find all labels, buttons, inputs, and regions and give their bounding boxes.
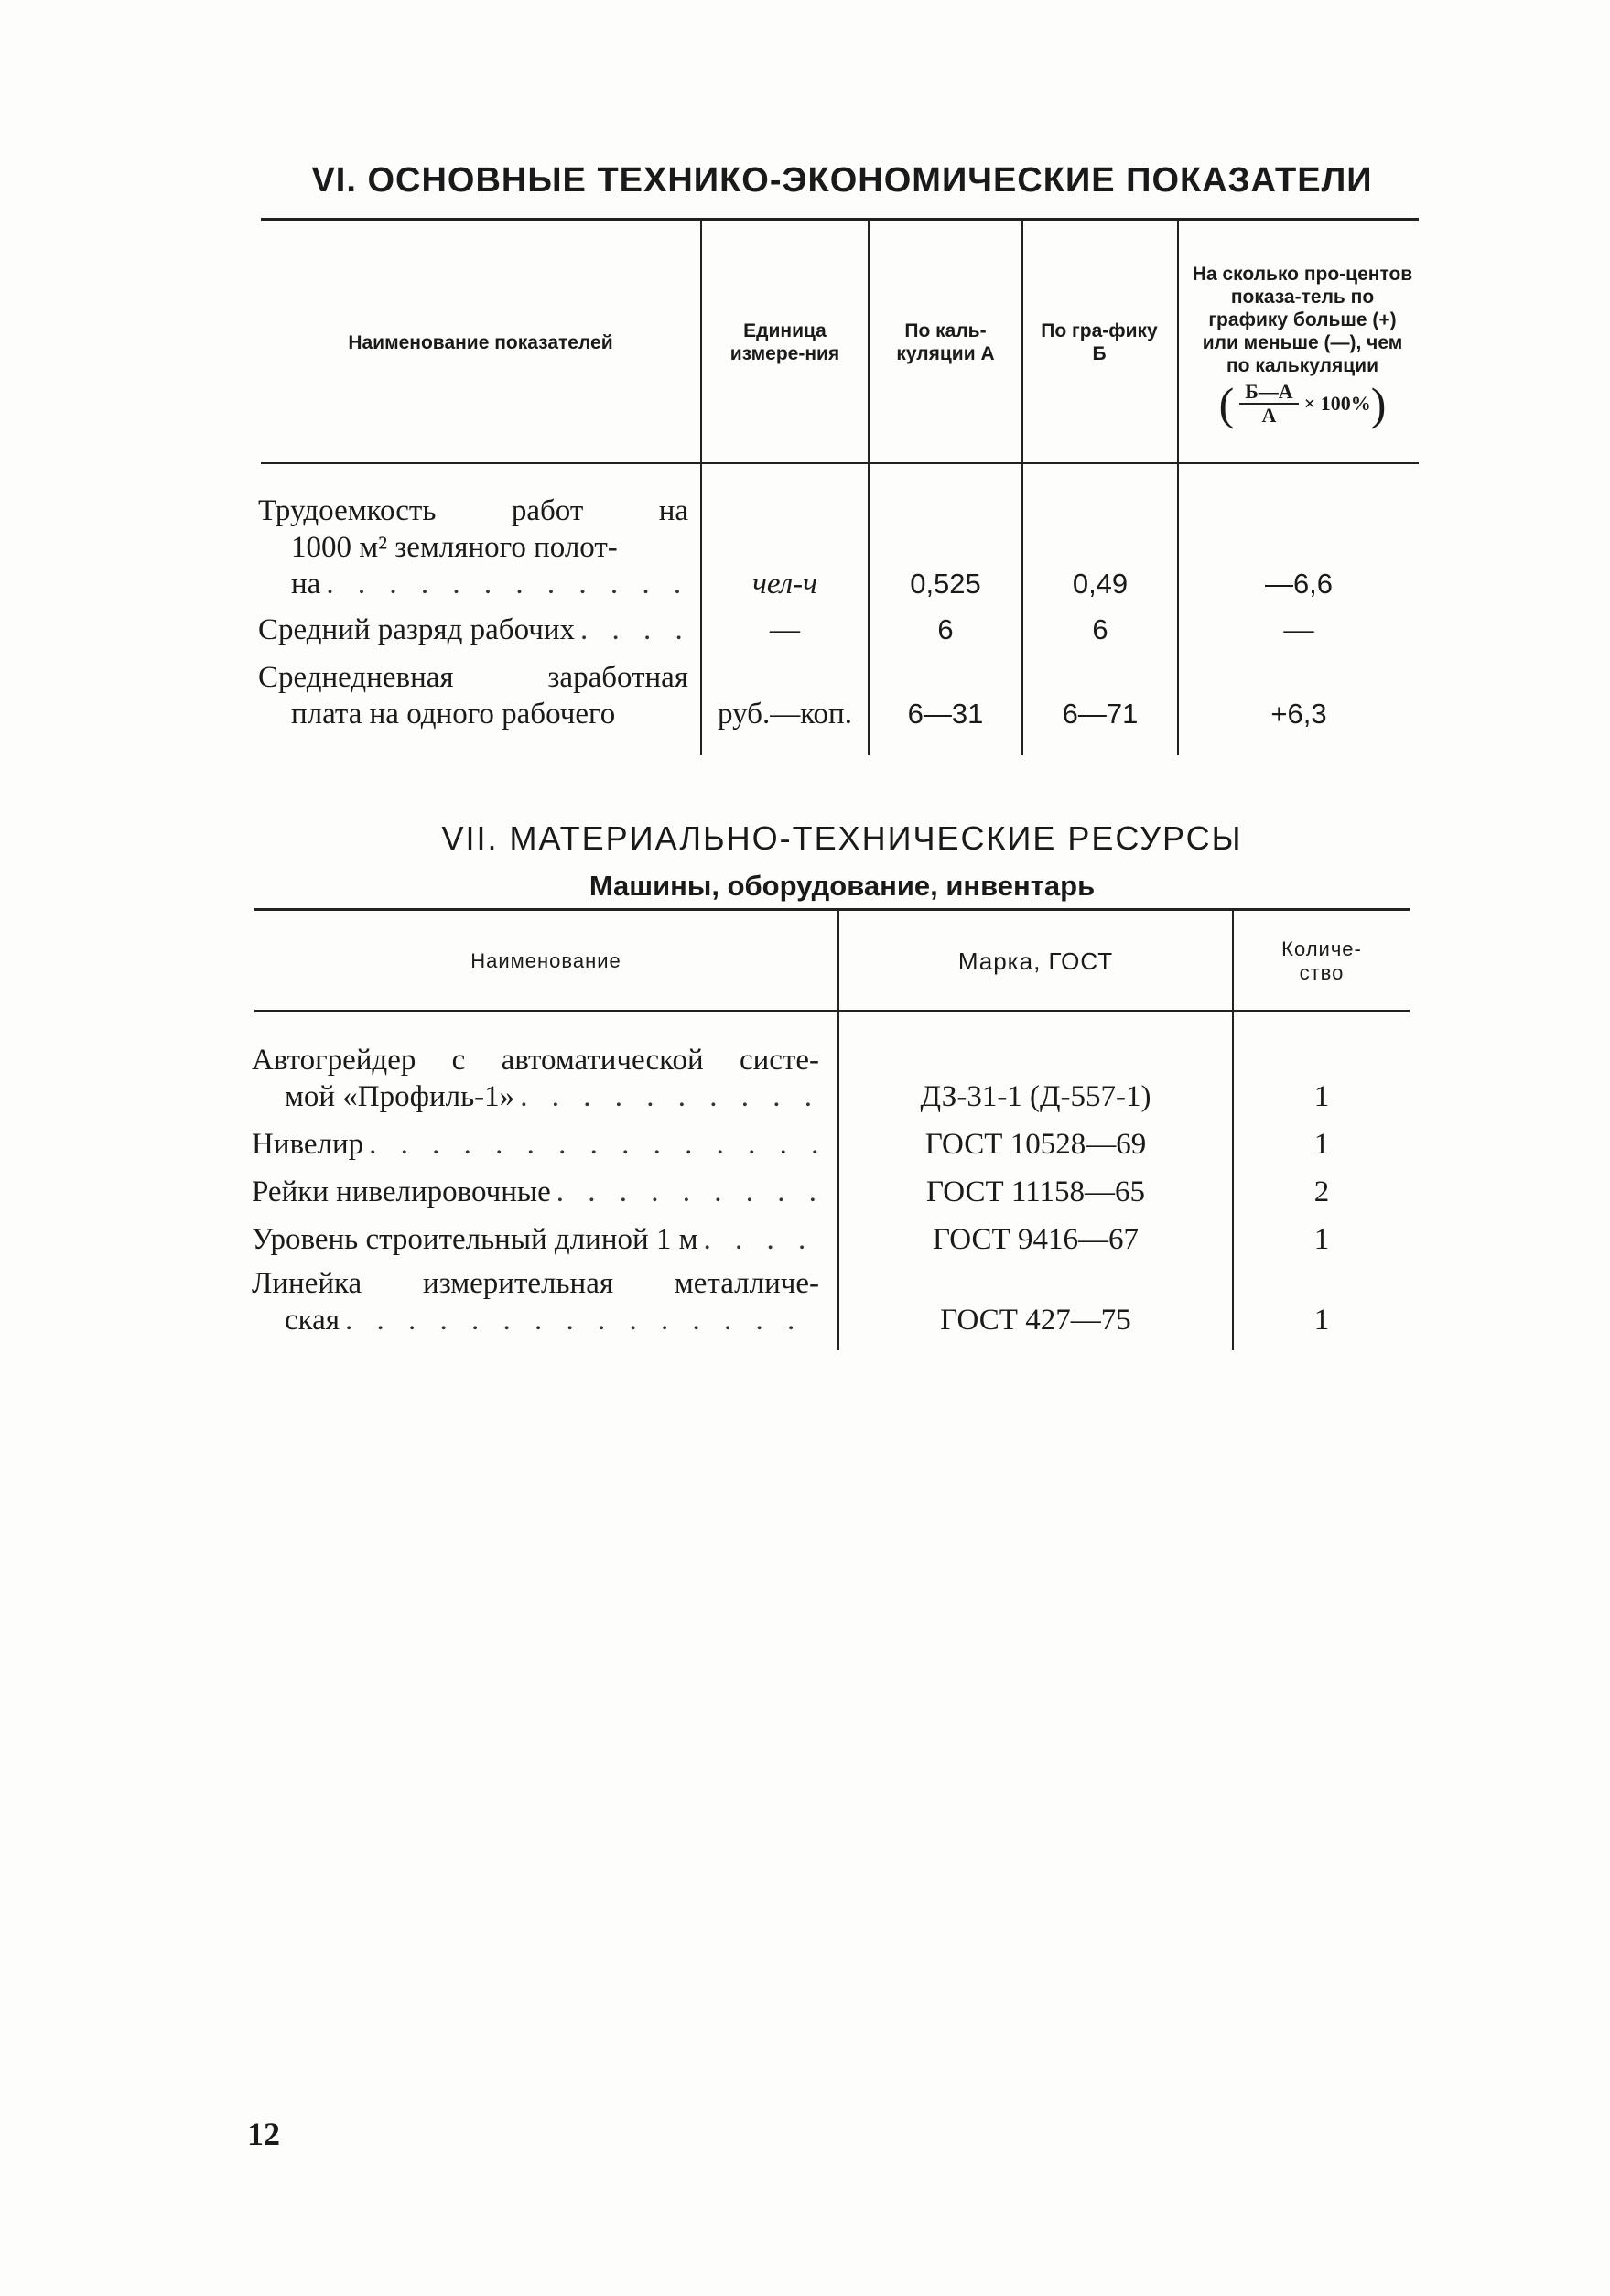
row-name-line: на	[291, 568, 321, 601]
row-name-leader	[252, 1302, 819, 1338]
row-brand: ГОСТ 9416—67	[933, 1223, 1139, 1256]
formula-fraction	[1239, 381, 1298, 427]
row-percent: +6,3	[1270, 698, 1327, 730]
row-percent: —	[1283, 613, 1314, 646]
row-name-line: мой «Профиль-1»	[285, 1080, 515, 1113]
table-row	[258, 493, 688, 602]
table-top-rule	[254, 908, 1410, 911]
section6-title: VI. ОСНОВНЫЕ ТЕХНИКО-ЭКОНОМИЧЕСКИЕ ПОКАЗАТЕЛИ	[311, 161, 1373, 200]
row-name-line: Средний разряд рабочих	[258, 613, 575, 646]
row-brand: ГОСТ 11158—65	[926, 1175, 1145, 1208]
row-name-line: Автогрейдер с автоматической систе-	[252, 1044, 819, 1077]
page-number: 12	[247, 2116, 280, 2152]
table-header-rule	[254, 1010, 1410, 1012]
row-name-line: Уровень строительный длиной 1 м	[252, 1223, 698, 1256]
header-percent-text: На сколько про-центов показа-тель по графику больше (+) или меньше (—), чем по калькуляции	[1192, 263, 1413, 376]
header-percent	[1186, 231, 1419, 458]
row-brand: ГОСТ 10528—69	[924, 1128, 1147, 1161]
table-top-rule	[261, 218, 1419, 221]
table-row	[252, 1265, 819, 1338]
row-brand: ДЗ-31-1 (Д-557-1)	[920, 1080, 1151, 1113]
paren-left-icon: (	[1218, 377, 1235, 429]
row-unit: чел-ч	[752, 568, 817, 601]
row-calc: 0,525	[910, 568, 981, 600]
row-qty: 1	[1313, 1223, 1330, 1256]
header-graph: По гра-фику Б	[1041, 320, 1158, 364]
table-row	[252, 1174, 819, 1210]
formula-numerator: Б—А	[1239, 381, 1298, 405]
row-name-leader	[258, 566, 688, 602]
row-unit: —	[770, 613, 800, 646]
col-divider	[1021, 220, 1023, 755]
table-header-rule	[261, 462, 1419, 464]
table-row	[252, 1126, 819, 1163]
formula-denominator: А	[1261, 403, 1277, 427]
row-name-leader	[252, 1126, 819, 1163]
row-graph: 0,49	[1072, 568, 1129, 600]
section7-subtitle: Машины, оборудование, инвентарь	[589, 870, 1096, 902]
row-name-leader	[252, 1174, 819, 1210]
header-brand: Марка, ГОСТ	[957, 948, 1114, 975]
row-calc: 6—31	[907, 698, 984, 730]
col-divider	[1177, 220, 1179, 755]
row-name-line: ская	[285, 1304, 340, 1337]
row-graph: 6	[1092, 613, 1108, 645]
header-qty: Количе-ство	[1281, 937, 1362, 984]
row-graph: 6—71	[1062, 698, 1139, 730]
paren-right-icon: )	[1370, 377, 1387, 429]
row-qty: 1	[1313, 1080, 1330, 1113]
header-calc: По каль-куляции А	[896, 320, 995, 364]
row-name-line: 1000 м² земляного полот-	[291, 531, 618, 564]
row-name-line: Трудоемкость работ на	[258, 494, 688, 527]
row-qty: 2	[1313, 1175, 1330, 1208]
formula-multiplier: × 100%	[1303, 392, 1371, 415]
header-unit: Единица измере-ния	[729, 320, 840, 364]
row-qty: 1	[1313, 1128, 1330, 1161]
row-name-leader	[258, 612, 688, 648]
row-percent: —6,6	[1264, 568, 1334, 600]
table-row	[258, 659, 688, 732]
table-row	[252, 1042, 819, 1115]
table-row	[252, 1221, 819, 1258]
table-row	[258, 612, 688, 648]
row-qty: 1	[1313, 1304, 1330, 1337]
row-name-line: плата на одного рабочего	[291, 698, 616, 731]
header-name: Наименование	[470, 949, 621, 972]
row-name-line: Линейка измерительная металличе-	[252, 1267, 819, 1300]
col-divider	[868, 220, 870, 755]
row-name-line: Среднедневная заработная	[258, 661, 688, 694]
percent-formula	[1218, 377, 1387, 429]
row-name-leader	[252, 1221, 819, 1258]
col-divider	[700, 220, 702, 755]
row-name-line: Рейки нивелировочные	[252, 1175, 551, 1208]
row-unit: руб.—коп.	[718, 698, 852, 731]
section7-title: VII. МАТЕРИАЛЬНО-ТЕХНИЧЕСКИЕ РЕСУРСЫ	[441, 819, 1243, 857]
row-name-line: Нивелир	[252, 1128, 364, 1161]
row-brand: ГОСТ 427—75	[940, 1304, 1131, 1337]
row-calc: 6	[937, 613, 954, 645]
header-name: Наименование показателей	[348, 331, 613, 353]
row-name-leader	[252, 1078, 819, 1115]
